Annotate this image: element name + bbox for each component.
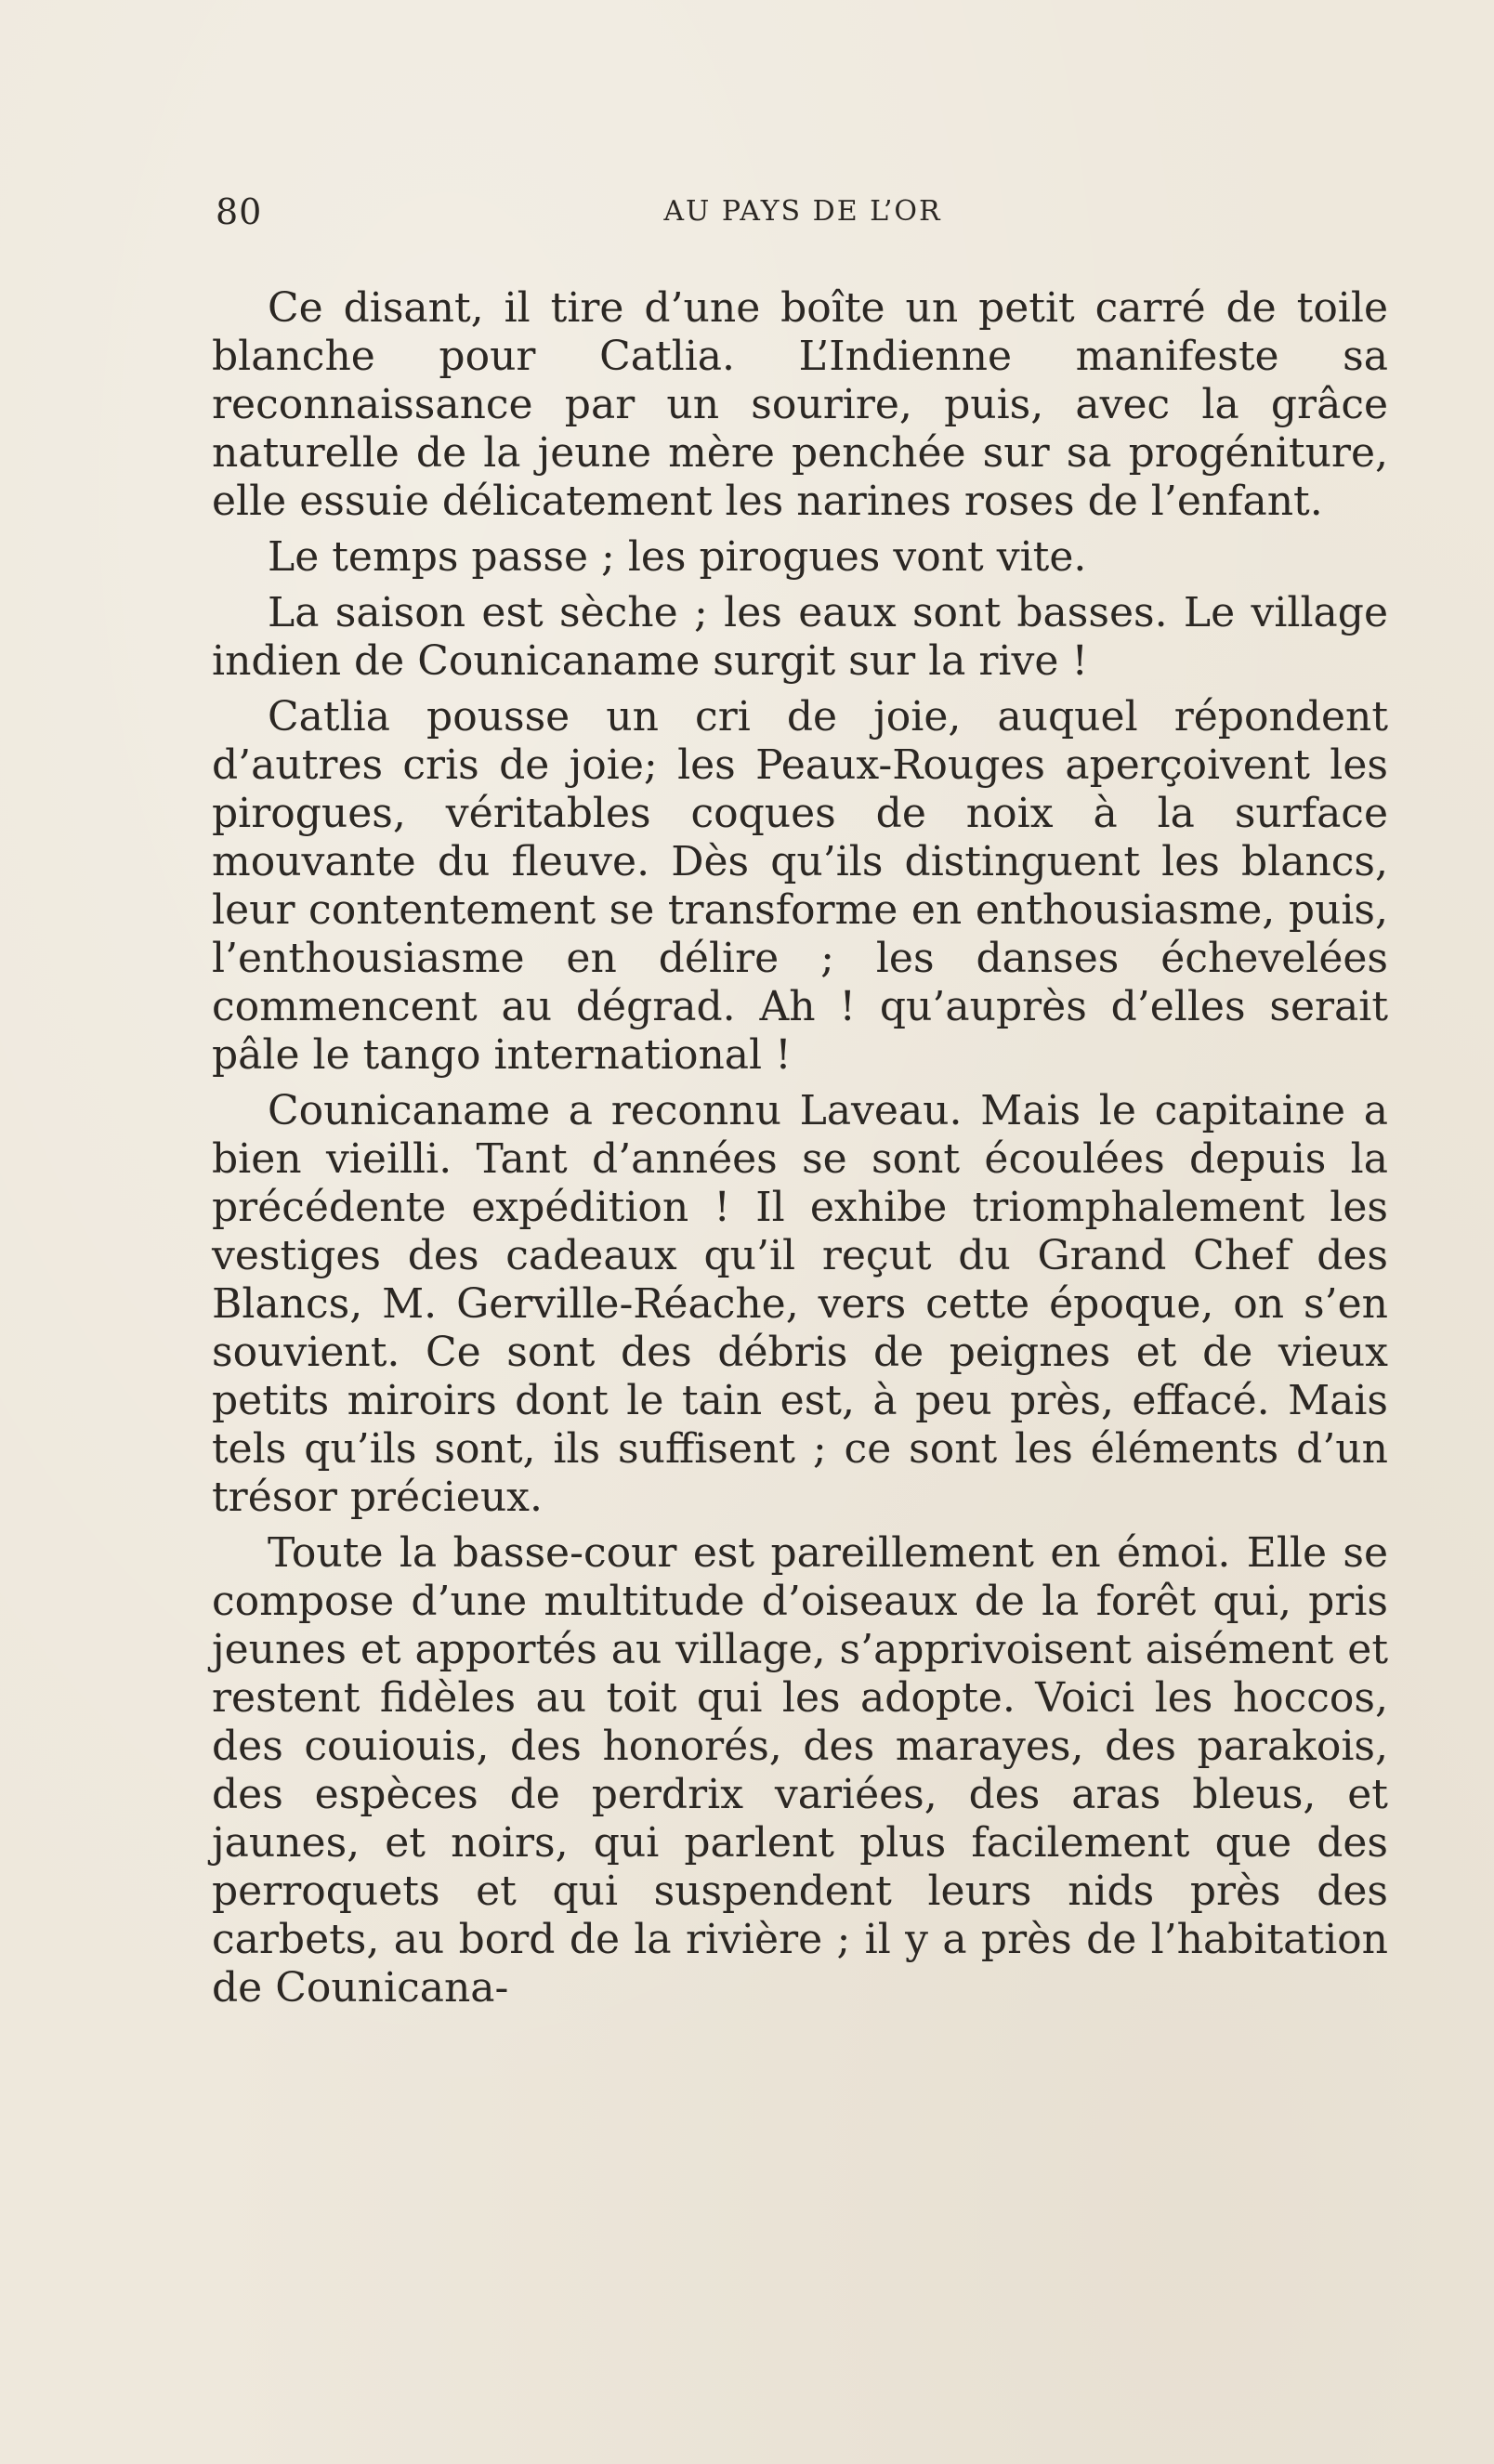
body-text — [212, 284, 1388, 2020]
paragraph: Toute la basse-cour est pareillement en émoi. Elle se compose d’une multitude d’oiseaux de la forêt qui, pris jeunes et apportés au village, s’apprivoisent aisément et restent fidèles au toit qui les adopte. Voici les hoccos, des couiouis, des honorés, des marayes, des parakois, des espèces de perdrix variées, des aras bleus, et jaunes, et noirs, qui parlent plus facilement que des perroquets et qui suspendent leurs nids près des carbets, au bord de la rivière ; il y a près de l’habitation de Counicana- — [212, 1529, 1388, 2012]
paragraph: La saison est sèche ; les eaux sont basses. Le village indien de Counicaname surgit sur la rive ! — [212, 589, 1388, 685]
paragraph: Counicaname a reconnu Laveau. Mais le capitaine a bien vieilli. Tant d’années se sont écoulées depuis la précédente expédition ! Il exhibe triomphalement les vestiges des cadeaux qu’il reçut du Grand Chef des Blancs, M. Gerville-Réache, vers cette époque, on s’en souvient. Ce sont des débris de peignes et de vieux petits miroirs dont le tain est, à peu près, effacé. Mais tels qu’ils sont, ils suffisent ; ce sont les éléments d’un trésor précieux. — [212, 1087, 1388, 1521]
page-header — [216, 191, 1390, 238]
running-title: AU PAYS DE L’OR — [663, 195, 942, 228]
paragraph: Le temps passe ; les pirogues vont vite. — [268, 533, 1087, 581]
paragraph: Catlia pousse un cri de joie, auquel répondent d’autres cris de joie; les Peaux-Rouges aperçoivent les pirogues, véritables coques de noix à la surface mouvante du fleuve. Dès qu’ils distinguent les blancs, leur contentement se transforme en enthousiasme, puis, l’enthousiasme en délire ; les danses échevelées commencent au dégrad. Ah ! qu’auprès d’elles serait pâle le tango international ! — [212, 693, 1388, 1079]
page-number: 80 — [216, 191, 263, 232]
paragraph: Ce disant, il tire d’une boîte un petit carré de toile blanche pour Catlia. L’Indienne manifeste sa reconnaissance par un sourire, puis, avec la grâce naturelle de la jeune mère penchée sur sa progéniture, elle essuie délicatement les narines roses de l’enfant. — [212, 284, 1388, 525]
